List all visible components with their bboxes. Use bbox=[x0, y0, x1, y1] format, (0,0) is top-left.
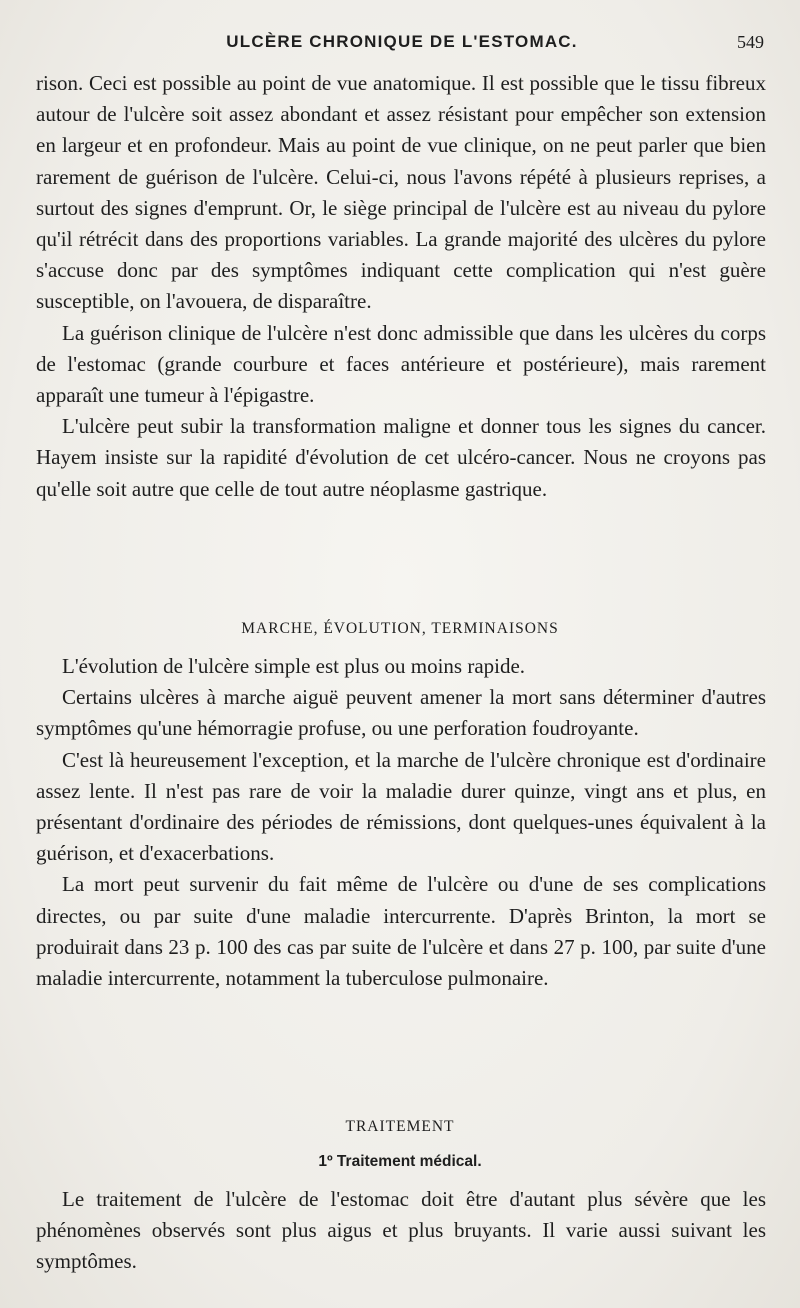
traitement-text bbox=[36, 1184, 766, 1278]
marche-text bbox=[36, 651, 766, 994]
paragraph: L'évolution de l'ulcère simple est plus ou moins rapide. bbox=[62, 654, 526, 678]
paragraph: L'ulcère peut subir la transformation maligne et donner tous les signes du cancer. Hayem insiste sur la rapidité d'évolution de cet ulcéro-cancer. Nous ne croyons pas qu'elle soit autre que celle de tout autre néoplasme gastrique. bbox=[36, 414, 766, 501]
paragraph: rison. Ceci est possible au point de vue anatomique. Il est possible que le tissu fibreux autour de l'ulcère soit assez abondant et assez résistant pour empêcher son extension en largeur et en profondeur. Mais au point de vue clinique, on ne peut parler que bien rarement de guérison de l'ulcère. Celui-ci, nous l'avons répété à plusieurs reprises, a surtout des signes d'emprunt. Or, le siège principal de l'ulcère est au niveau du pylore qu'il rétrécit dans des proportions variables. La grande majorité des ulcères du pylore s'accuse donc par des symptômes indiquant cette complication qui n'est guère susceptible, on l'avouera, de disparaître. bbox=[36, 71, 766, 314]
paragraph: Certains ulcères à marche aiguë peuvent amener la mort sans déterminer d'autres symptômes qu'une hémorragie profuse, ou une perforation foudroyante. bbox=[36, 685, 766, 741]
page-number: 549 bbox=[737, 32, 764, 52]
section-title-traitement: TRAITEMENT bbox=[345, 1118, 455, 1135]
subsection-title: 1º Traitement médical. bbox=[318, 1153, 482, 1170]
paragraph: C'est là heureusement l'exception, et la marche de l'ulcère chronique est d'ordinaire assez lente. Il n'est pas rare de voir la maladie durer quinze, vingt ans et plus, en présentant d'ordinaire des périodes de rémissions, dont quelques-unes équivalent à la guérison, et d'exacerbations. bbox=[36, 747, 766, 866]
paragraph: La guérison clinique de l'ulcère n'est donc admissible que dans les ulcères du corps de l'estomac (grande courbure et faces antérieure et postérieure), mais rarement apparaît une tumeur à l'épigastre. bbox=[36, 320, 766, 408]
section-title-marche: MARCHE, ÉVOLUTION, TERMINAISONS bbox=[241, 620, 559, 637]
paragraph: Le traitement de l'ulcère de l'estomac doit être d'autant plus sévère que les phénomènes observés sont plus aigus et plus bruyants. Il varie aussi suivant les symptômes. bbox=[36, 1187, 766, 1274]
running-head bbox=[36, 30, 768, 56]
running-title: ULCÈRE CHRONIQUE DE L'ESTOMAC. bbox=[226, 32, 578, 51]
intro-text bbox=[36, 68, 766, 505]
paragraph: La mort peut survenir du fait même de l'ulcère ou d'une de ses complications directes, ou par suite d'une maladie intercurrente. D'après Brinton, la mort se produirait dans 23 p. 100 des cas par suite de l'ulcère et dans 27 p. 100, par suite d'une maladie intercurrente, notamment la tuberculose pulmonaire. bbox=[36, 872, 766, 991]
